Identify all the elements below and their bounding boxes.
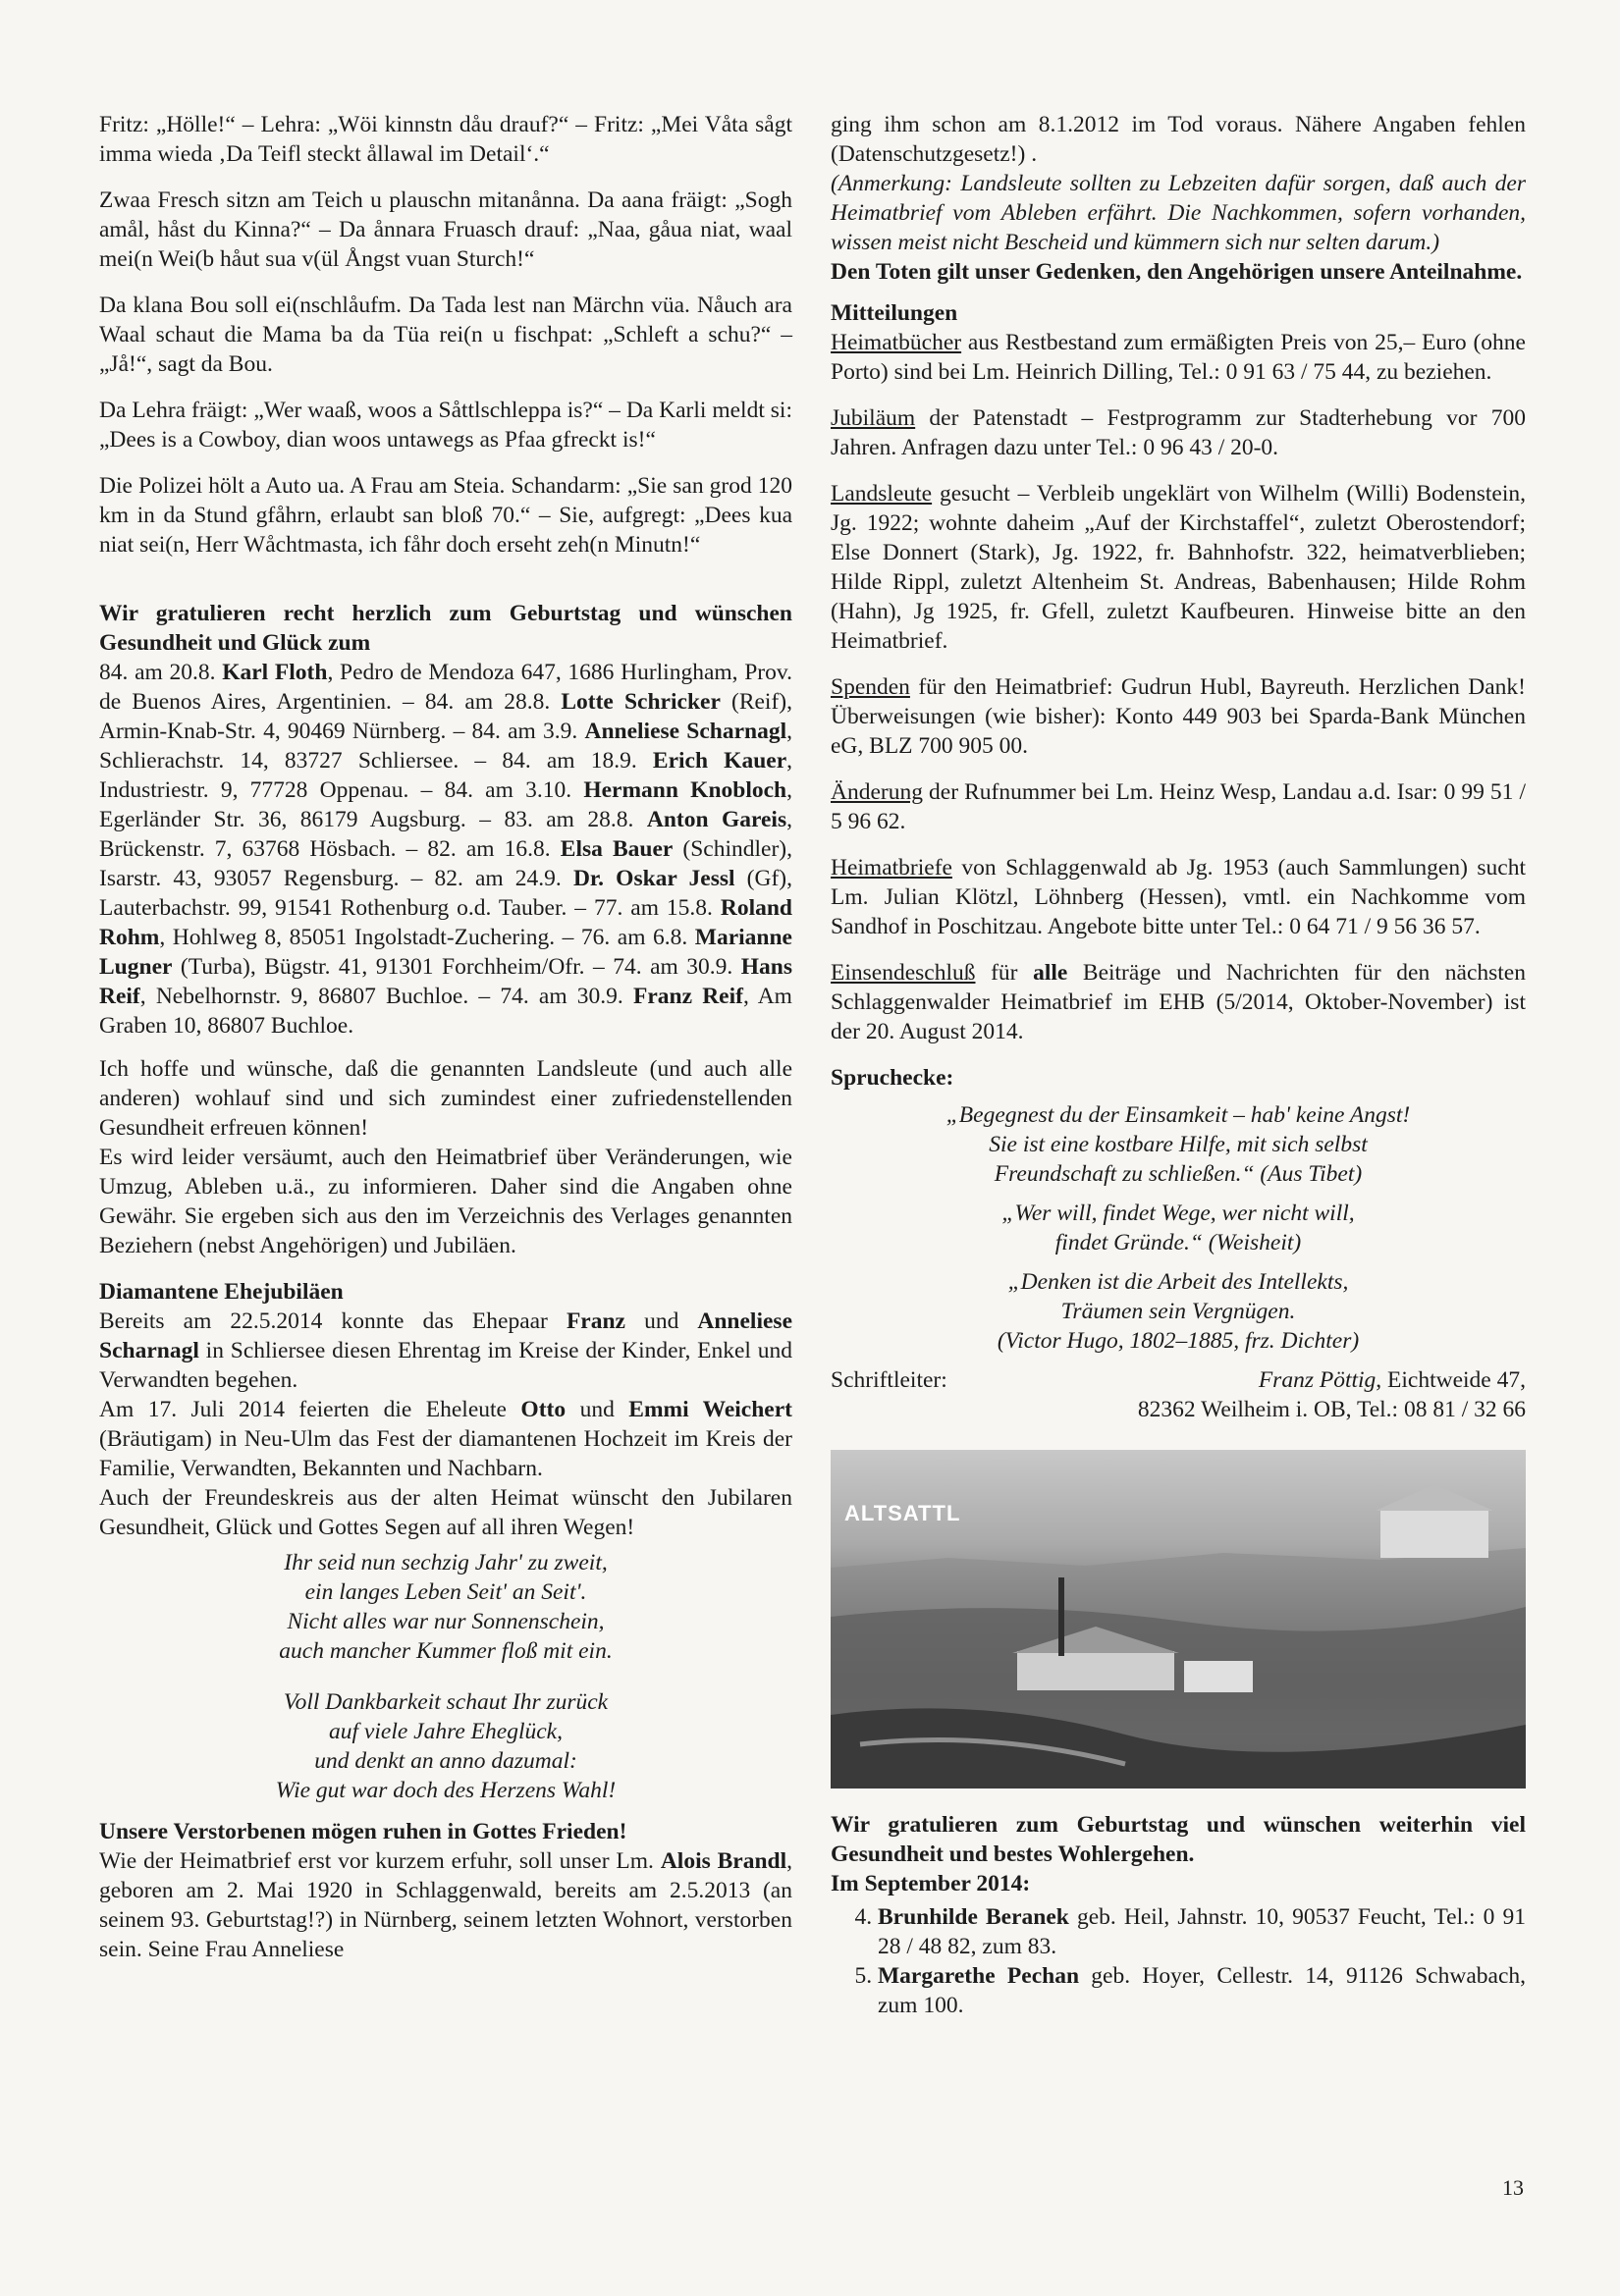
joke-paragraph: Da klana Bou soll ei(nschlåufm. Da Tada lest nan Märchn vüa. Nåuch ara Waal schaut die Mama ba da Tüa rei(n u fischpat: „Schleft a schu?“ – „Jå!“, sagt da Bou. [99, 293, 792, 377]
notice-item: Spenden für den Heimatbrief: Gudrun Hubl, Bayreuth. Herzlichen Dank! Überweisungen (wie bisher): Konto 449 903 bei Sparda-Bank München eG, BLZ 700 905 00. [831, 674, 1526, 759]
joke-paragraph: Die Polizei hölt a Auto ua. A Frau am Steia. Schandarm: „Sie san grod 120 km in da Stund gfåhrn, erlaubt san bloß 70.“ – Sie, aufgregt: „Dees kua niat sei(n, Herr Wåchtmasta, ich fåhr doch erseht zeh(n Minutn!“ [99, 473, 792, 558]
quote-hugo: „Denken ist die Arbeit des Intellekts, Träumen sein Vergnügen. (Victor Hugo, 1802–1885, frz. Dichter) [997, 1269, 1360, 1354]
birthday2-month: Im September 2014: [831, 1871, 1031, 1896]
hope-paragraph: Ich hoffe und wünsche, daß die genannten Landsleute (und auch alle anderen) wohlauf sind und sich zumindest einer zufriedenstellenden Gesundheit erfreuen können! [99, 1056, 792, 1141]
birthday2-list [831, 1902, 1526, 2020]
mitteilungen-heading: Mitteilungen [831, 300, 958, 326]
page-number: 13 [1502, 2175, 1524, 2200]
right-column [831, 110, 1526, 2020]
spruchecke-heading: Spruchecke: [831, 1065, 954, 1091]
quote-tibet: „Begegnest du der Einsamkeit – hab' keine Angst! Sie ist eine kostbare Hilfe, mit sich selbst Freundschaft zu schließen.“ (Aus Tibet) [945, 1102, 1411, 1187]
notice-paragraph: Es wird leider versäumt, auch den Heimatbrief über Veränderungen, wie Umzug, Ableben u.ä., zu informieren. Daher sind die Angaben ohne Gewähr. Sie ergeben sich aus den im Verzeichnis des Verlages genannten Beziehern (nebst Angehörigen) und Jubiläen. [99, 1145, 792, 1258]
notice-item: Änderung der Rufnummer bei Lm. Heinz Wesp, Landau a.d. Isar: 0 99 51 / 5 96 62. [831, 779, 1526, 834]
deceased-continuation: ging ihm schon am 8.1.2012 im Tod voraus. Nähere Angaben fehlen (Datenschutzgesetz!) . [831, 112, 1526, 167]
editor-address: Franz Pöttig, Eichtweide 47, 82362 Weilheim i. OB, Tel.: 08 81 / 32 66 [1137, 1367, 1526, 1422]
birthday2-heading: Wir gratulieren zum Geburtstag und wünschen weiterhin viel Gesundheit und bestes Wohlergehen. [831, 1812, 1526, 1867]
altsattl-photo [831, 1450, 1526, 1789]
condolence-line: Den Toten gilt unser Gedenken, den Angehörigen unsere Anteilnahme. [831, 259, 1523, 285]
note-paragraph: (Anmerkung: Landsleute sollten zu Lebzeiten dafür sorgen, daß auch der Heimatbrief vom Ableben erfährt. Die Nachkommen, sofern vorhanden, wissen meist nicht Bescheid und kümmern sich nur selten darum.) [831, 171, 1526, 255]
list-item: 5. Margarethe Pechan geb. Hoyer, Cellestr. 14, 91126 Schwabach, zum 100. [878, 1961, 1526, 2020]
anniversary-poem: Ihr seid nun sechzig Jahr' zu zweit, ein langes Leben Seit' an Seit'. Nicht alles war nur Sonnenschein, auch mancher Kummer floß mit ein. Voll Dankbarkeit schaut Ihr zurück auf viele Jahre Eheglück, und denkt an anno dazumal: Wie gut war doch des Herzens Wahl! [275, 1550, 617, 1803]
notice-item: Jubiläum der Patenstadt – Festprogramm zur Stadterhebung vor 700 Jahren. Anfragen dazu unter Tel.: 0 96 43 / 20-0. [831, 405, 1526, 460]
deadline-item: Einsendeschluß für alle Beiträge und Nachrichten für den nächsten Schlaggenwalder Heimatbrief im EHB (5/2014, Oktober-November) ist der 20. August 2014. [831, 960, 1526, 1044]
left-column [99, 110, 792, 1964]
editor-label: Schriftleiter: [831, 1367, 947, 1393]
notice-item: Landsleute gesucht – Verbleib ungeklärt von Wilhelm (Willi) Bodenstein, Jg. 1922; wohnte daheim „Auf der Kirchstaffel“, zuletzt Oberostendorf; Else Donnert (Stark), Jg. 1922, fr. Bahnhofstr. 322, heimatverblieben; Hilde Rippl, zuletzt Altenheim St. Andreas, Babenhausen; Hilde Rohm (Hahn), Jg 1925, fr. Gfell, zuletzt Kaufbeuren. Hinweise bitte an den Heimatbrief. [831, 481, 1526, 654]
photo-label: ALTSATTL [844, 1501, 961, 1525]
joke-paragraph: Zwaa Fresch sitzn am Teich u plauschn mitanånna. Da aana fräigt: „Sogh amål, håst du Kinna?“ – Da ånnara Fruasch drauf: „Naa, gåua niat, waal mei(n Wei(b håut sua v(ül Ångst vuan Sturch!“ [99, 187, 792, 272]
editor-block [831, 1365, 1526, 1424]
diamond-paragraph: Auch der Freundeskreis aus der alten Heimat wünscht den Jubilaren Gesundheit, Glück und Gottes Segen auf all ihren Wegen! [99, 1485, 792, 1540]
deceased-paragraph: Wie der Heimatbrief erst vor kurzem erfuhr, soll unser Lm. Alois Brandl, geboren am 2. Mai 1920 in Schlaggenwald, bereits am 2.5.2013 (an seinem 93. Geburtstag!?) in Nürnberg, seinem letzten Wohnort, verstorben sein. Seine Frau Anneliese [99, 1848, 792, 1962]
deceased-heading: Unsere Verstorbenen mögen ruhen in Gottes Frieden! [99, 1819, 627, 1844]
quote-weisheit: „Wer will, findet Wege, wer nicht will, findet Gründe.“ (Weisheit) [1001, 1201, 1355, 1255]
birthday-heading: Wir gratulieren recht herzlich zum Geburtstag und wünschen Gesundheit und Glück zum [99, 601, 792, 656]
diamond-paragraph: Am 17. Juli 2014 feierten die Eheleute Otto und Emmi Weichert (Bräutigam) in Neu-Ulm das Fest der diamantenen Hochzeit im Kreis der Familie, Verwandten, Bekannten und Nachbarn. [99, 1397, 792, 1481]
diamond-heading: Diamantene Ehejubiläen [99, 1279, 344, 1305]
notice-item: Heimatbücher aus Restbestand zum ermäßigten Preis von 25,– Euro (ohne Porto) sind bei Lm. Heinrich Dilling, Tel.: 0 91 63 / 75 44, zu beziehen. [831, 330, 1526, 385]
notice-item: Heimatbriefe von Schlaggenwald ab Jg. 1953 (auch Sammlungen) sucht Lm. Julian Klötzl, Löhnberg (Hessen), vmtl. ein Nachkomme vom Sandhof in Poschitzau. Angebote bitte unter Tel.: 0 64 71 / 9 56 36 57. [831, 855, 1526, 939]
list-item: 4. Brunhilde Beranek geb. Heil, Jahnstr. 10, 90537 Feucht, Tel.: 0 91 28 / 48 82, zum 83. [878, 1902, 1526, 1961]
joke-paragraph: Fritz: „Hölle!“ – Lehra: „Wöi kinnstn dåu drauf?“ – Fritz: „Mei Våta sågt imma wieda ‚Da Teifl steckt ållawal im Detail‘.“ [99, 112, 792, 167]
joke-paragraph: Da Lehra fräigt: „Wer waaß, woos a Såttlschleppa is?“ – Da Karli meldt si: „Dees is a Cowboy, dian woos untawegs as Pfaa gfreckt is!“ [99, 398, 792, 453]
diamond-paragraph: Bereits am 22.5.2014 konnte das Ehepaar Franz und Anneliese Scharnagl in Schliersee diesen Ehrentag im Kreise der Kinder, Enkel und Verwandten begehen. [99, 1308, 792, 1393]
birthday-list: 84. am 20.8. Karl Floth, Pedro de Mendoza 647, 1686 Hurlingham, Prov. de Buenos Aires, Argentinien. – 84. am 28.8. Lotte Schricker (Reif), Armin-Knab-Str. 4, 90469 Nürnberg. – 84. am 3.9. Anneliese Scharnagl, Schlierachstr. 14, 83727 Schliersee. – 84. am 18.9. Erich Kauer, Industriestr. 9, 77728 Oppenau. – 84. am 3.10. Hermann Knobloch, Egerländer Str. 36, 86179 Augsburg. – 83. am 28.8. Anton Gareis, Brückenstr. 7, 63768 Hösbach. – 82. am 16.8. Elsa Bauer (Schindler), Isarstr. 43, 93057 Regensburg. – 82. am 24.9. Dr. Oskar Jessl (Gf), Lauterbachstr. 99, 91541 Rothenburg o.d. Tauber. – 77. am 15.8. Roland Rohm, Hohlweg 8, 85051 Ingolstadt-Zuchering. – 76. am 6.8. Marianne Lugner (Turba), Bügstr. 41, 91301 Forchheim/Ofr. – 74. am 30.9. Hans Reif, Nebelhornstr. 9, 86807 Buchloe. – 74. am 30.9. Franz Reif, Am Graben 10, 86807 Buchloe. [99, 660, 793, 1039]
